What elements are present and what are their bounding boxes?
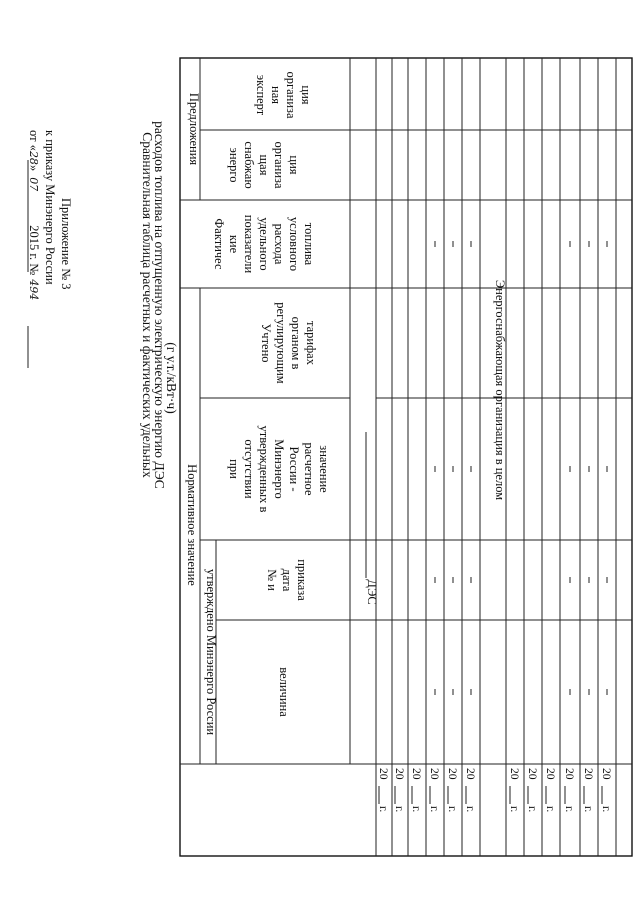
- date-mid: »: [27, 164, 41, 172]
- section-des-label: ДЭС: [365, 579, 379, 605]
- row-labels: [377, 768, 612, 812]
- row-label-year-prefix: 20: [377, 768, 389, 780]
- row-label-year-suffix: г.: [600, 806, 612, 813]
- title-line-1: Сравнительная таблица расчетных и фактических удельных: [140, 132, 155, 478]
- document-title: [140, 121, 179, 489]
- value-header: величина: [277, 667, 291, 717]
- order-no-date-line: дата: [280, 568, 294, 592]
- in-absence-line: при: [227, 459, 241, 479]
- expert-org-line: ная: [269, 86, 283, 104]
- row-label-year-suffix: г.: [428, 806, 440, 813]
- section-energy-org-label: Энергоснабжающая организация в целом: [493, 279, 507, 501]
- row-label-year-prefix: 20: [544, 768, 556, 780]
- accounted-line: Учтено: [259, 323, 273, 363]
- row-label-year-prefix: 20: [508, 768, 520, 780]
- energy-supply-org-line: щая: [257, 154, 271, 176]
- row-label-year-suffix: г.: [446, 806, 458, 813]
- order-no-date-header: [265, 559, 309, 601]
- appendix-header: [27, 130, 73, 368]
- date-day: 28: [27, 150, 40, 165]
- row-label-year-prefix: 20: [393, 768, 405, 780]
- row-label-year-prefix: 20: [600, 768, 612, 780]
- accounted-header: [259, 302, 318, 384]
- energy-supply-org-line: снабжаю: [242, 141, 256, 189]
- cell-dashes: [435, 241, 607, 695]
- row-lines-group-2: [524, 58, 598, 856]
- expert-org-line: ция: [299, 85, 313, 105]
- actual-header: [212, 215, 316, 274]
- energy-supply-org-line: энерго: [227, 147, 241, 183]
- appendix-date-line: [27, 130, 41, 300]
- row-label-year-suffix: г.: [563, 806, 575, 813]
- row-label-year-suffix: г.: [582, 806, 594, 813]
- in-absence-line: России -: [287, 446, 301, 492]
- accounted-line: тарифах: [304, 320, 318, 366]
- order-no-date-line: приказа: [295, 559, 309, 601]
- title-unit: (г у.т./кВт·ч): [164, 342, 179, 414]
- year-text: 2015 г. №: [27, 225, 41, 276]
- row-label-year-suffix: г.: [526, 806, 538, 813]
- expert-org-line: организа: [284, 71, 298, 119]
- row-label-year-suffix: г.: [544, 806, 556, 813]
- row-label-year-suffix: г.: [508, 806, 520, 813]
- title-line-2: расходов топлива на отпущенную электрическую энергию ДЭС: [152, 121, 167, 489]
- appendix-order-ref: к приказу Минэнерго России: [43, 130, 57, 285]
- energy-supply-org-line: организа: [272, 141, 286, 189]
- proposals-header: Предложения: [187, 92, 201, 166]
- actual-line: показатели: [242, 214, 256, 274]
- row-label-year-suffix: г.: [393, 806, 405, 813]
- row-label-year-prefix: 20: [446, 768, 458, 780]
- row-label-year-prefix: 20: [526, 768, 538, 780]
- actual-line: удельного: [257, 217, 271, 271]
- expert-org-header: [254, 71, 313, 118]
- date-prefix: от «: [27, 130, 41, 151]
- actual-line: расхода: [272, 223, 286, 265]
- row-label-year-prefix: 20: [582, 768, 594, 780]
- expert-org-line: эксперт: [254, 74, 268, 116]
- comparison-table: [180, 58, 632, 856]
- normative-header: Нормативное значение: [185, 464, 199, 586]
- in-absence-line: Минэнерго: [272, 439, 286, 499]
- actual-line: условного: [287, 216, 301, 272]
- in-absence-line: утвержденных в: [257, 425, 271, 513]
- actual-line: Фактичес: [212, 218, 226, 270]
- order-no-date-line: № и: [265, 569, 279, 591]
- row-label-year-prefix: 20: [464, 768, 476, 780]
- appendix-title: Приложение № 3: [59, 198, 73, 290]
- in-absence-line: значение: [317, 445, 331, 493]
- in-absence-line: отсутствии: [242, 439, 256, 499]
- in-absence-header: [227, 426, 331, 513]
- row-label-year-prefix: 20: [563, 768, 575, 780]
- row-label-year-prefix: 20: [428, 768, 440, 780]
- rotated-page: [27, 58, 632, 856]
- actual-line: топлива: [302, 222, 316, 266]
- date-month: 07: [27, 177, 40, 192]
- energy-supply-org-header: [227, 141, 301, 189]
- order-number: 494: [27, 279, 40, 301]
- row-label-year-suffix: г.: [377, 806, 389, 813]
- in-absence-line: расчетное: [302, 442, 316, 496]
- row-label-year-suffix: г.: [464, 806, 476, 813]
- energy-supply-org-line: ция: [287, 155, 301, 175]
- row-lines-group-1: [392, 58, 480, 856]
- actual-line: кие: [227, 234, 241, 254]
- accounted-line: органом в: [289, 316, 303, 370]
- approved-ministry-header: утверждено Минэнерго России: [204, 568, 218, 736]
- row-label-year-prefix: 20: [410, 768, 422, 780]
- accounted-line: регулирующим: [274, 302, 288, 384]
- row-label-year-suffix: г.: [410, 806, 422, 813]
